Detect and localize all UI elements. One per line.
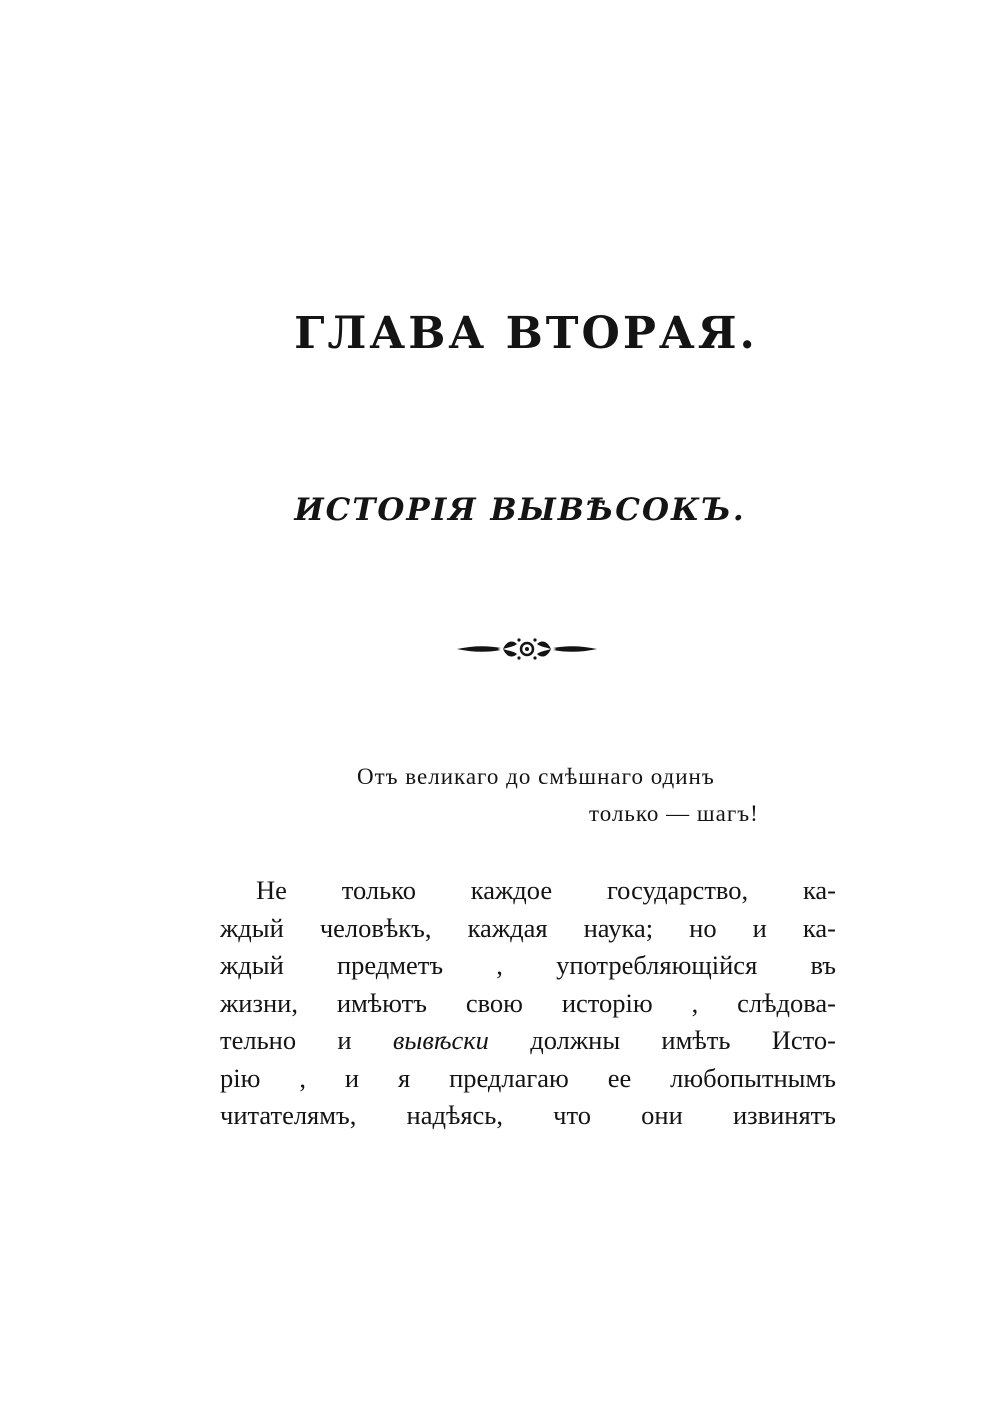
word: каждое — [470, 875, 553, 905]
word-italic: вывѣски — [392, 1025, 489, 1055]
chapter-title: ГЛАВА ВТОРАЯ. — [294, 308, 758, 359]
word: , — [299, 1062, 306, 1093]
section-title: ИСТОРІЯ ВЫВѢСОКЪ. — [294, 492, 746, 528]
text-line — [220, 1097, 836, 1135]
word: ждый — [220, 950, 284, 980]
word: въ — [810, 950, 836, 980]
word: имѣютъ — [336, 987, 427, 1018]
epigraph-line: только — шагъ! — [589, 801, 759, 826]
word: что — [553, 1100, 591, 1130]
text-line — [220, 910, 836, 948]
text-line — [220, 947, 836, 985]
word: ждый — [220, 912, 284, 943]
text-line — [220, 1060, 836, 1098]
word: извинятъ — [732, 1100, 836, 1130]
text-line — [220, 872, 836, 910]
word: они — [641, 1100, 683, 1130]
word: исторію — [561, 987, 653, 1018]
word: любопытнымъ — [670, 1062, 836, 1093]
word: рію — [220, 1062, 261, 1093]
ornament-divider-icon — [455, 634, 599, 664]
word: имѣть — [661, 1025, 731, 1055]
epigraph — [357, 758, 837, 832]
word: читателямъ, — [220, 1100, 357, 1130]
word: ее — [607, 1062, 632, 1093]
word: человѣкъ, — [319, 912, 432, 943]
word: и — [344, 1062, 360, 1093]
word: предлагаю — [449, 1062, 569, 1093]
word: свою — [465, 987, 523, 1018]
word: должны — [530, 1025, 621, 1055]
word: но — [689, 912, 717, 943]
word: Не — [256, 875, 287, 905]
text-line — [220, 1022, 836, 1060]
epigraph-line: Отъ великаго до смѣшнаго одинъ — [357, 764, 715, 789]
word: наука; — [583, 912, 654, 943]
word: ка- — [802, 875, 836, 905]
word: и — [337, 1025, 352, 1055]
word: , — [496, 950, 503, 980]
body-paragraph — [220, 872, 836, 1135]
word: каждая — [467, 912, 548, 943]
word: надѣясь, — [406, 1100, 503, 1130]
word: тельно — [220, 1025, 297, 1055]
word: только — [341, 875, 416, 905]
word: ка- — [802, 912, 836, 943]
word: Исто- — [771, 1025, 836, 1055]
word: жизни, — [220, 987, 298, 1018]
word: употребляющійся — [556, 950, 758, 980]
text-line — [220, 985, 836, 1023]
word: государство, — [606, 875, 749, 905]
word: слѣдова- — [737, 987, 836, 1018]
word: , — [691, 987, 699, 1018]
word: и — [752, 912, 767, 943]
word: предметъ — [336, 950, 444, 980]
word: я — [397, 1062, 411, 1093]
